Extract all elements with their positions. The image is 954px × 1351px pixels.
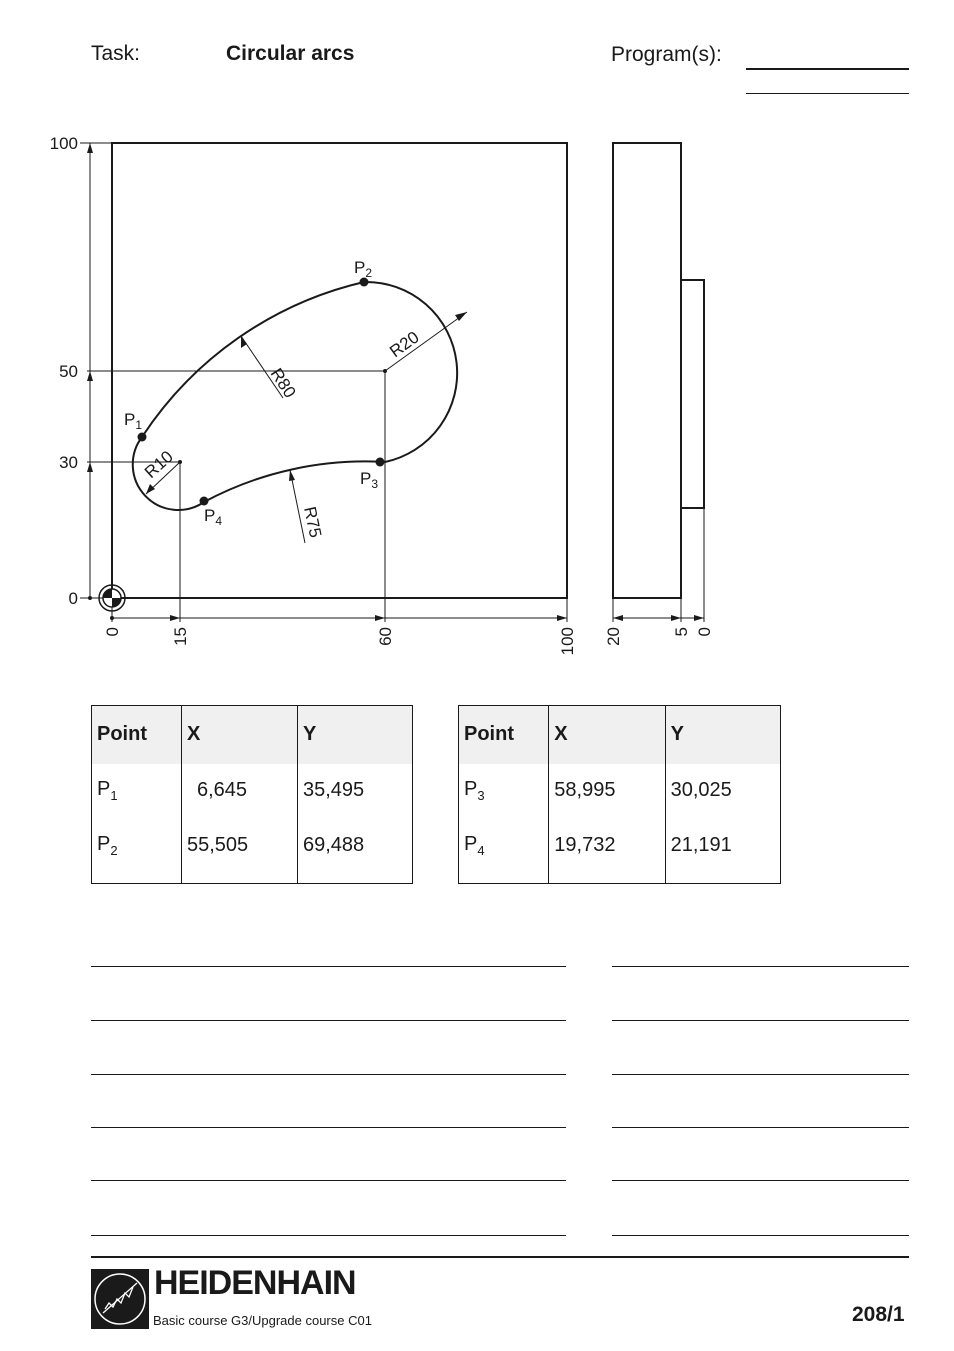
point-p1-label: $P_1$ [124,410,143,432]
table-row [459,818,781,883]
point-p4-marker [200,497,209,506]
y-tick-0: 0 [68,589,78,608]
program-label: Program(s): [611,43,722,66]
side-tick-5: 5 [672,627,691,637]
table-header: Y [665,706,780,764]
table-cell-y: 21,191 [665,818,780,883]
radius-r20-label: R20 [386,327,423,362]
datum-origin-icon [99,585,125,611]
writing-line[interactable] [91,1020,566,1021]
point-p3-marker [376,458,385,467]
writing-line[interactable] [612,1127,909,1128]
radius-r80-label: R80 [266,364,300,402]
side-tick-20: 20 [604,627,623,646]
table-cell-y: 69,488 [298,818,413,883]
writing-line[interactable] [91,966,566,967]
table-cell-y: 30,025 [665,764,780,819]
table-cell-point: $P_4$ [464,833,485,859]
x-tick-0: 0 [103,627,122,637]
table-row [92,818,413,883]
point-p2-label: $P_2$ [354,258,373,280]
y-tick-30: 30 [59,453,78,472]
table-cell-x: 19,732 [549,818,665,883]
table-header: Point [92,706,182,764]
table-header: X [182,706,298,764]
table-cell-x: 58,995 [549,764,665,819]
table-row [92,764,413,819]
table-header: Point [459,706,549,764]
table-row [459,764,781,819]
x-tick-15: 15 [171,627,190,646]
writing-line[interactable] [91,1235,566,1236]
table-header-row [459,706,781,764]
writing-line[interactable] [612,1235,909,1236]
writing-line[interactable] [612,966,909,967]
footer-divider [91,1256,909,1258]
writing-line[interactable] [612,1180,909,1181]
writing-line[interactable] [91,1074,566,1075]
table-cell-x: 6,645 [182,764,298,819]
table-header-row [92,706,413,764]
x-tick-60: 60 [376,627,395,646]
contour-path [133,282,457,510]
table-cell-x: 55,505 [182,818,298,883]
table-header: Y [298,706,413,764]
table-cell-point: $P_3$ [464,778,485,804]
page-number: 208/1 [852,1303,905,1326]
task-title: Circular arcs [226,42,355,65]
writing-line[interactable] [91,1127,566,1128]
table-cell-point: $P_1$ [97,778,118,804]
radius-r10-label: R10 [140,446,177,482]
y-tick-100: 100 [49,134,78,153]
writing-line[interactable] [612,1020,909,1021]
table-cell-point: $P_2$ [97,833,118,859]
side-tick-0: 0 [695,627,714,637]
x-tick-100: 100 [558,627,577,656]
point-p1-marker [138,433,147,442]
points-table-right [458,705,781,884]
point-p4-label: $P_4$ [204,506,223,528]
writing-line[interactable] [91,1180,566,1181]
radius-r75-label: R75 [300,504,326,540]
table-header: X [549,706,665,764]
writing-line[interactable] [612,1074,909,1075]
task-label: Task: [91,42,141,65]
heidenhain-logo-icon [91,1269,149,1329]
y-tick-50: 50 [59,362,78,381]
table-cell-y: 35,495 [298,764,413,819]
side-view-body [613,143,681,598]
course-label: Basic course G3/Upgrade course C01 [153,1313,372,1328]
points-table-left [91,705,413,884]
side-view-step [681,280,704,508]
brand-name: HEIDENHAIN [154,1264,356,1302]
point-p3-label: $P_3$ [360,469,379,491]
